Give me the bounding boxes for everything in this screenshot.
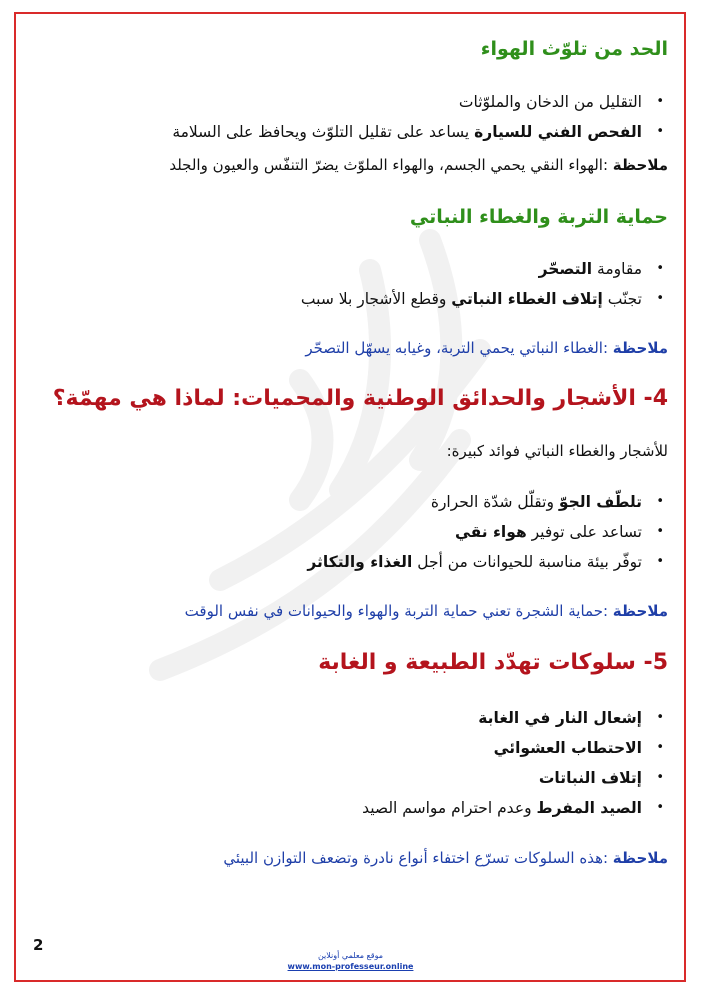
section-title-behaviors: 5- سلوكات تهدّد الطبيعة و الغابة [318, 650, 668, 675]
bullet-icon: • [656, 554, 664, 569]
note-label: ملاحظة [612, 339, 668, 357]
note-text: :هذه السلوكات تسرّع اختفاء أنواع نادرة وتضعف التوازن البيئي [223, 849, 613, 867]
list-item: • إتلاف النباتات [48, 763, 668, 793]
note-text: :حماية الشجرة تعني حماية التربة والهواء والحيوانات في نفس الوقت [184, 602, 613, 620]
list-item: • تلطّف الجوّ وتقلّل شدّة الحرارة [48, 487, 668, 517]
note-label: ملاحظة [612, 602, 668, 620]
list-item: • إشعال النار في الغابة [48, 703, 668, 733]
footer-site-name: موقع معلمي أونلاين [317, 951, 384, 960]
bullet-icon: • [656, 740, 664, 755]
soil-list [48, 254, 668, 314]
section-title-trees: 4- الأشجار والحدائق الوطنية والمحميات: لماذا هي مهمّة؟ [52, 386, 668, 411]
list-item: • مقاومة التصحّر [48, 254, 668, 284]
bullet-icon: • [656, 524, 664, 539]
section-title-soil: حماية التربة والغطاء النباتي [409, 206, 668, 228]
bullet-icon: • [656, 94, 664, 109]
footer [0, 950, 701, 972]
soil-note [305, 339, 668, 357]
note-label: ملاحظة [612, 156, 668, 174]
air-list [48, 87, 668, 147]
bullet-icon: • [656, 261, 664, 276]
list-item: • الصيد المفرط وعدم احترام مواسم الصيد [48, 793, 668, 823]
behaviors-note [223, 849, 668, 867]
bullet-icon: • [656, 770, 664, 785]
behaviors-list [48, 703, 668, 823]
list-item: • تساعد على توفير هواء نقي [48, 517, 668, 547]
list-item: • التقليل من الدخان والملوّثات [48, 87, 668, 117]
bullet-icon: • [656, 710, 664, 725]
list-item: • الاحتطاب العشوائي [48, 733, 668, 763]
trees-note [185, 602, 668, 620]
trees-intro: للأشجار والغطاء النباتي فوائد كبيرة: [446, 442, 668, 460]
bullet-icon: • [656, 494, 664, 509]
note-label: ملاحظة [612, 849, 668, 867]
footer-url-link[interactable]: www.mon-professeur.online [287, 962, 414, 971]
bullet-icon: • [656, 291, 664, 306]
list-item: • الفحص الفني للسيارة يساعد على تقليل التلوّث ويحافظ على السلامة [48, 117, 668, 147]
section-title-air: الحد من تلوّث الهواء [480, 38, 668, 60]
bullet-icon: • [656, 800, 664, 815]
bullet-icon: • [656, 124, 664, 139]
list-item: • توفّر بيئة مناسبة للحيوانات من أجل الغذاء والتكاثر [48, 547, 668, 577]
trees-list [48, 487, 668, 577]
air-note [169, 156, 668, 174]
list-item: • تجنّب إتلاف الغطاء النباتي وقطع الأشجار بلا سبب [48, 284, 668, 314]
note-text: :الغطاء النباتي يحمي التربة، وغيابه يسهّل التصحّر [305, 339, 613, 357]
page-number: 2 [33, 936, 44, 954]
note-text: :الهواء النقي يحمي الجسم، والهواء الملوّث يضرّ التنفّس والعيون والجلد [169, 156, 613, 174]
